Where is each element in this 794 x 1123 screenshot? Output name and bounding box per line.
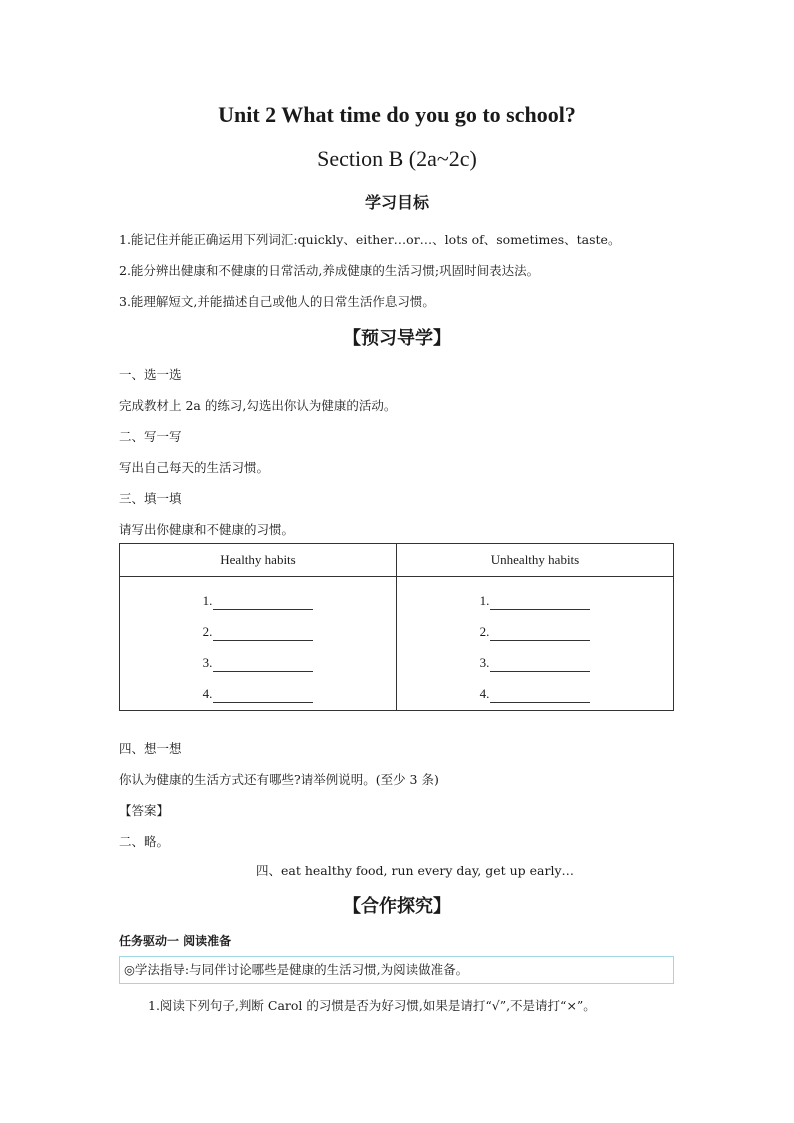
task1-title: 一、选一选 bbox=[119, 367, 182, 382]
task3-title: 三、填一填 bbox=[119, 491, 182, 506]
table-header-unhealthy: Unhealthy habits bbox=[397, 544, 674, 577]
line-number: 3. bbox=[202, 655, 213, 670]
answer-blank[interactable] bbox=[213, 595, 313, 610]
fill-line bbox=[121, 616, 395, 647]
fill-line bbox=[121, 585, 395, 616]
line-number: 1. bbox=[202, 593, 213, 608]
habits-table bbox=[119, 543, 674, 711]
task-drive-title: 任务驱动一 阅读准备 bbox=[119, 934, 232, 948]
answer-label: 【答案】 bbox=[119, 803, 170, 818]
fill-line bbox=[398, 585, 672, 616]
answer-blank[interactable] bbox=[490, 688, 590, 703]
line-number: 1. bbox=[479, 593, 490, 608]
preview-heading: 【预习导学】 bbox=[343, 328, 451, 349]
answer-blank[interactable] bbox=[213, 626, 313, 641]
coop-heading: 【合作探究】 bbox=[343, 896, 451, 917]
line-number: 4. bbox=[479, 686, 490, 701]
answer-blank[interactable] bbox=[213, 657, 313, 672]
objective-item: 1.能记住并能正确运用下列词汇:quickly、either…or…、lots of、sometimes、taste。 bbox=[119, 232, 621, 247]
line-number: 2. bbox=[202, 624, 213, 639]
healthy-habits-cell bbox=[120, 577, 397, 711]
objective-item: 3.能理解短文,并能描述自己或他人的日常生活作息习惯。 bbox=[119, 294, 435, 309]
task1-text: 完成教材上 2a 的练习,勾选出你认为健康的活动。 bbox=[119, 398, 397, 413]
answer-blank[interactable] bbox=[213, 688, 313, 703]
fill-line bbox=[398, 678, 672, 709]
page-title: Unit 2 What time do you go to school? bbox=[218, 102, 576, 127]
task2-text: 写出自己每天的生活习惯。 bbox=[119, 460, 270, 475]
fill-line bbox=[398, 616, 672, 647]
unhealthy-habits-cell bbox=[397, 577, 674, 711]
fill-line bbox=[121, 647, 395, 678]
answer-blank[interactable] bbox=[490, 595, 590, 610]
answer-blank[interactable] bbox=[490, 626, 590, 641]
objective-item: 2.能分辨出健康和不健康的日常活动,养成健康的生活习惯;巩固时间表达法。 bbox=[119, 263, 540, 278]
line-number: 4. bbox=[202, 686, 213, 701]
task3-text: 请写出你健康和不健康的习惯。 bbox=[119, 522, 295, 537]
study-guide-box: ◎学法指导:与同伴讨论哪些是健康的生活习惯,为阅读做准备。 bbox=[119, 956, 674, 984]
task4-text: 你认为健康的生活方式还有哪些?请举例说明。(至少 3 条) bbox=[119, 772, 439, 787]
line-number: 3. bbox=[479, 655, 490, 670]
answer-2: 二、略。 bbox=[119, 834, 170, 849]
fill-line bbox=[121, 678, 395, 709]
line-number: 2. bbox=[479, 624, 490, 639]
fill-line bbox=[398, 647, 672, 678]
task2-title: 二、写一写 bbox=[119, 429, 182, 444]
section-subtitle: Section B (2a~2c) bbox=[317, 146, 477, 171]
reading-instruction: 1.阅读下列句子,判断 Carol 的习惯是否为好习惯,如果是请打“√”,不是请打“×”。 bbox=[148, 998, 596, 1013]
answer-4: 四、eat healthy food, run every day, get up early… bbox=[256, 863, 575, 878]
answer-blank[interactable] bbox=[490, 657, 590, 672]
objectives-heading: 学习目标 bbox=[364, 193, 429, 212]
task4-title: 四、想一想 bbox=[119, 741, 182, 756]
table-header-healthy: Healthy habits bbox=[120, 544, 397, 577]
